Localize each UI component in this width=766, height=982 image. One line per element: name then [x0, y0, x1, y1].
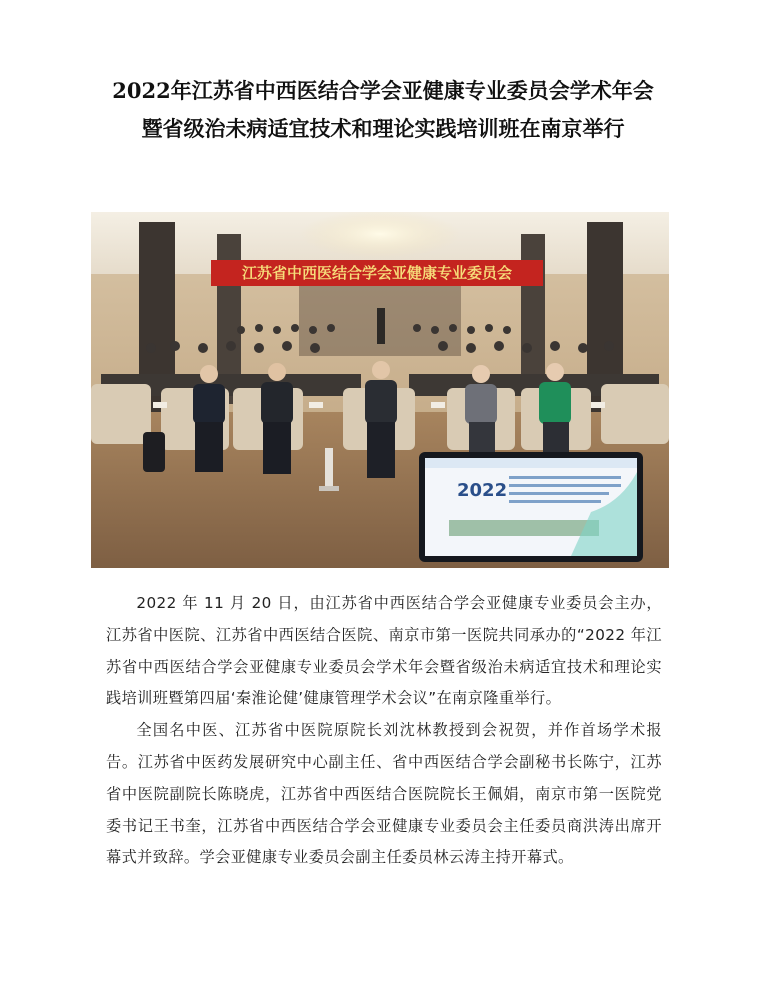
backpack: [143, 432, 165, 472]
screen-year: 2022: [457, 480, 508, 501]
presentation-screen: [419, 452, 643, 562]
article-title: [0, 72, 766, 148]
chandelier: [300, 212, 460, 258]
article-body: [106, 588, 662, 874]
title-line-1: 2022年江苏省中西医结合学会亚健康专业委员会学术年会: [112, 78, 654, 103]
banner-text: 江苏省中西医结合学会亚健康专业委员会: [241, 264, 513, 282]
conference-photo: [91, 212, 669, 568]
paragraph: 全国名中医、江苏省中医院原院长刘沈林教授到会祝贺，并作首场学术报告。江苏省中医药发展研究中心副主任、省中西医结合学会副秘书长陈宁，江苏省中医院副院长陈晓虎，江苏省中西医结合医院院长王佩娟，南京市第一医院党委书记王书奎，江苏省中西医结合学会亚健康专业委员会主任委员商洪涛出席开幕式并致辞。学会亚健康专业委员会副主任委员林云涛主持开幕式。: [106, 721, 662, 867]
title-line-2: 暨省级治未病适宜技术和理论实践培训班在南京举行: [141, 116, 625, 141]
paragraph: 2022 年 11 月 20 日，由江苏省中西医结合学会亚健康专业委员会主办，江苏省中医院、江苏省中西医结合医院、南京市第一医院共同承办的“2022 年江苏省中西医结合学会亚健康专业委员会学术年会暨省级治未病适宜技术和理论实践培训班暨第四届‘秦淮论健’健康管理学术会议”在南京隆重举行。: [106, 594, 662, 708]
